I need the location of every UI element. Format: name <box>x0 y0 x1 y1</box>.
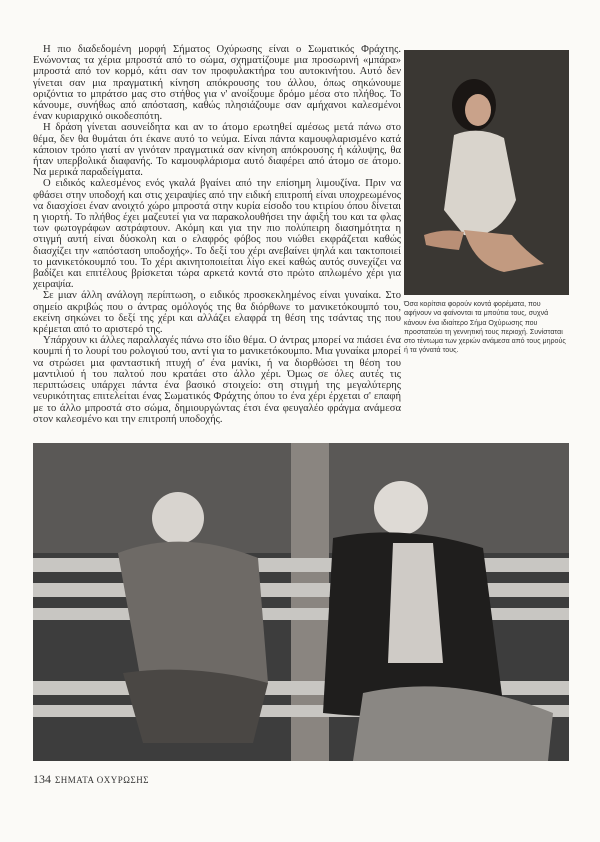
paragraph: Η δράση γίνεται ασυνείδητα και αν το άτομο ερωτηθεί αμέσως μετά πάνω στο θέμα, δεν θα θυμάται ότι έκανε αυτό το νεύμα. Είναι πάντα καμουφλαρισμένο κατά κάποιον τρόπο γιατί αν γινόταν πραγματικά σαν κίνηση απόκρουσης ή κάλυψης, θα ήταν υπερβολικά διαφανής. Το καμουφλάρισμα αυτό διαφέρει από άτομο σε άτομο. Να μερικά παραδείγματα. <box>33 122 401 179</box>
running-title: ΣΗΜΑΤΑ ΟΧΥΡΩΣΗΣ <box>55 775 149 785</box>
paragraph: Υπάρχουν κι άλλες παραλλαγές πάνω στο ίδιο θέμα. Ο άντρας μπορεί να πιάσει ένα κουμπί ή το λουρί του ρολογιού του, αντί για το μανικετόκουμπο. Μια γυναίκα μπορεί να στρώσει μια φανταστική πτυχή σ' ένα μανίκι, ή να διορθώσει τη θέση του μαντιλιού ή του παλτού που κρατάει στο άλλο χέρι. Όμως σε όλες αυτές τις περιπτώσεις υπάρχει πάντα ένα βασικό στοιχείο: στη στιγμή της μεγαλύτερης νευρικότητας επιτελείται ένας Σωματικός Φράχτης όπου το ένα χέρι έρχεται σ' επαφή με το άλλο μπροστά στο σώμα, δημιουργώντας έτσι ένα φευγαλέο φράγμα ανάμεσα στον καλεσμένο και την επιτροπή υποδοχής. <box>33 335 401 425</box>
paragraph: Η πιο διαδεδομένη μορφή Σήματος Οχύρωσης είναι ο Σωματικός Φράχτης. Ενώνοντας τα χέρια μπροστά από το σώμα, σχηματίζουμε μια προσωρινή «μπάρα» μπροστά από τον κορμό, κάτι σαν τον προφυλακτήρα του αυτοκινήτου. Αυτό δεν γίνεται σαν μια πραγματική κίνηση απόκρουσης του άλλου, όπως σηκώνουμε οριζόντια το μπράτσο μας στο στήθος για ν' ανοίξουμε δρόμο μέσα στο πλήθος. Το κάνουμε, συνήθως από απόσταση, καθώς πλησιάζουμε σαν αμήχανοι καλεσμένοι έναν κυριαρχικό οικοδεσπότη. <box>33 44 401 123</box>
photo-caption: Όσα κορίτσια φορούν κοντά φορέματα, που αφήνουν να φαίνονται τα μπούτια τους, συχνά κάνουν ένα ιδιαίτερο Σήμα Οχύρωσης που προστατεύει τη γεννητική τους περιοχή. Συνίσταται στο τέντωμα των χεριών ανάμεσα από τους μηρούς ή τα γόνατά τους. <box>404 300 566 355</box>
paragraph: Σε μιαν άλλη ανάλογη περίπτωση, ο ειδικός προσκεκλημένος είναι γυναίκα. Στο σημείο ακριβώς που ο άντρας ομόλογός της θα διόρθωνε το μανικετόκουμπό του, εκείνη σηκώνει το δεξί της χέρι και αλλάζει ελαφρά τη θέση της τσάντας της που κρέμεται από το αριστερό της. <box>33 290 401 336</box>
page-number: 134 <box>33 772 51 786</box>
photo-kneeling-girl <box>404 50 569 295</box>
photo-men-on-bench <box>33 443 569 761</box>
body-text <box>33 44 401 425</box>
paragraph: Ο ειδικός καλεσμένος ενός γκαλά βγαίνει από την επίσημη λιμουζίνα. Πριν να φθάσει στην υποδοχή και στις χειραψίες από την ειδική επιτροπή είναι υποχρεωμένος να διασχίσει έναν ανοιχτό χώρο μπροστά στην κυρία είσοδο του κτιρίου όπου δίνεται η γιορτή. Το πλήθος έχει μαζευτεί για να παρακολουθήσει την άφιξή του και τα φλας των φωτογράφων αστράφτουν. Ακόμη και για την πιο πολύπειρη διασημότητα η στιγμή αυτή είναι δύσκολη και ο ελαφρός φόβος που νιώθει εκφράζεται καθώς διασχίζει την «απόσταση υποδοχής». Το δεξί του χέρι ανεβαίνει ψηλά και τακτοποιεί το μανικετόκουμπό του. Το χέρι ακινητοποιείται λίγο εκεί καθώς αυτός συνεχίζει να βαδίζει και επιτέλους βρίσκεται τώρα αρκετά κοντά στο πρώτο απλωμένο χέρι για χειραψία. <box>33 178 401 291</box>
page-footer <box>33 772 149 787</box>
